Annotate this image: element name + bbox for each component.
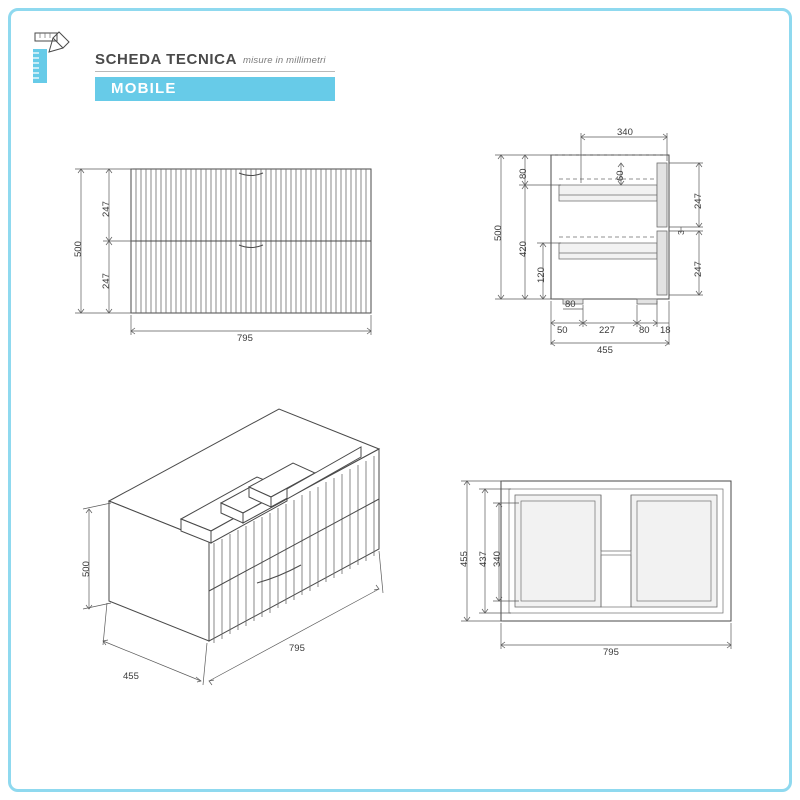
side-dim-inner-depth: 60 bbox=[615, 170, 626, 181]
front-elevation bbox=[51, 151, 391, 351]
top-dim-depth: 455 bbox=[459, 551, 470, 567]
side-dim-foot-mid: 227 bbox=[599, 325, 615, 336]
front-dim-upper-drawer: 247 bbox=[101, 201, 112, 217]
side-dim-base-mark: 80 bbox=[565, 299, 576, 310]
front-dim-width: 795 bbox=[237, 333, 253, 344]
iso-dim-depth: 455 bbox=[123, 671, 139, 682]
header-divider bbox=[95, 71, 335, 72]
drawing-sheet bbox=[8, 8, 792, 792]
side-dim-total-depth: 455 bbox=[597, 345, 613, 356]
front-dim-lower-drawer: 247 bbox=[101, 273, 112, 289]
iso-dim-height: 500 bbox=[81, 561, 92, 577]
top-dim-inner-depth: 437 bbox=[478, 551, 489, 567]
top-dim-drawer-depth: 340 bbox=[492, 551, 503, 567]
side-dim-foot-left: 50 bbox=[557, 325, 568, 336]
side-dim-drawer-depth: 340 bbox=[617, 127, 633, 138]
page-title: SCHEDA TECNICA bbox=[95, 51, 238, 68]
ruler-pencil-icon bbox=[29, 29, 87, 87]
sheet-header bbox=[29, 27, 359, 97]
section-banner-label: MOBILE bbox=[111, 80, 177, 97]
side-dim-height: 500 bbox=[493, 225, 504, 241]
side-section bbox=[471, 123, 771, 373]
side-dim-foot-right: 80 bbox=[639, 325, 650, 336]
top-plan bbox=[441, 451, 771, 671]
iso-dim-width: 795 bbox=[289, 643, 305, 654]
isometric-view bbox=[61, 391, 401, 711]
side-dim-bottom-drawer: 247 bbox=[693, 261, 704, 277]
side-dim-foot-edge: 18 bbox=[660, 325, 671, 336]
page-subtitle: misure in millimetri bbox=[243, 55, 326, 66]
top-dim-width: 795 bbox=[603, 647, 619, 658]
section-banner bbox=[95, 77, 335, 101]
side-dim-inner-height: 420 bbox=[518, 241, 529, 257]
front-dim-height: 500 bbox=[73, 241, 84, 257]
side-dim-top-drawer: 247 bbox=[693, 193, 704, 209]
side-dim-top-offset: 80 bbox=[518, 168, 529, 179]
side-dim-gap: 3 bbox=[676, 230, 686, 235]
side-dim-bottom-offset: 120 bbox=[536, 267, 547, 283]
